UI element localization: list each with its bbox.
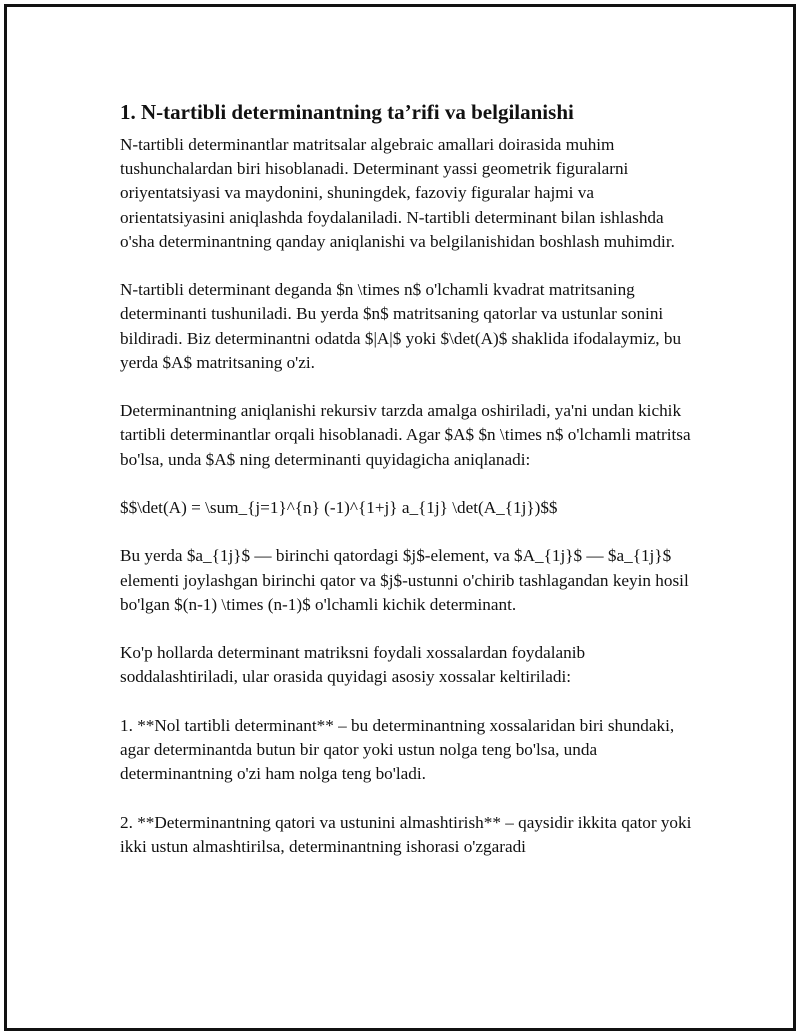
formula-line: $$\det(A) = \sum_{j=1}^{n} (-1)^{1+j} a_{1j} \det(A_{1j})$$ xyxy=(120,498,558,517)
paragraph-explanation: Bu yerda $a_{1j}$ — birinchi qatordagi $j$-element, va $A_{1j}$ — $a_{1j}$ elementi joylashgan birinchi qator va $j$-ustunni o'chirib tashlagandan keyin hosil bo'lgan $(n-1) \times (n-1)$ o'lchamli kichik determinant. xyxy=(120,546,689,614)
document-body xyxy=(120,97,695,883)
section-heading: 1. N-tartibli determinantning ta’rifi va belgilanishi xyxy=(120,100,574,124)
paragraph-intro: N-tartibli determinantlar matritsalar algebraic amallari doirasida muhim tushunchalardan biri hisoblanadi. Determinant yassi geometrik figuralarni oriyentatsiyasi va maydonini, shuningdek, fazoviy figuralar hajmi va orientatsiyasini aniqlashda foydalaniladi. N-tartibli determinant bilan ishlashda o'sha determinantning qanday aniqlanishi va belgilanishidan boshlash muhimdir. xyxy=(120,135,675,251)
page-frame xyxy=(4,4,796,1031)
paragraph-properties-intro: Ko'p hollarda determinant matriksni foydali xossalardan foydalanib soddalashtiriladi, ular orasida quyidagi asosiy xossalar keltiriladi: xyxy=(120,643,586,687)
list-item-2: 2. **Determinantning qatori va ustunini almashtirish** – qaysidir ikkita qator yoki ikki ustun almashtirilsa, determinantning ishorasi o'zgaradi xyxy=(120,812,692,856)
paragraph-recursive: Determinantning aniqlanishi rekursiv tarzda amalga oshiriladi, ya'ni undan kichik tartibli determinantlar orqali hisoblanadi. Agar $A$ $n \times n$ o'lchamli matritsa bo'lsa, unda $A$ ning determinanti quyidagicha aniqlanadi: xyxy=(120,401,691,469)
list-item-1: 1. **Nol tartibli determinant** – bu determinantning xossalaridan biri shundaki, agar determinantda butun bir qator yoki ustun nolga teng bo'lsa, unda determinantning o'zi ham nolga teng bo'ladi. xyxy=(120,715,675,784)
paragraph-definition: N-tartibli determinant deganda $n \times n$ o'lchamli kvadrat matritsaning determinanti tushuniladi. Bu yerda $n$ matritsaning qatorlar va ustunlar sonini bildiradi. Biz determinantni odatda $|A|$ yoki $\det(A)$ shaklida ifodalaymiz, bu yerda $A$ matritsaning o'zi. xyxy=(120,280,682,372)
